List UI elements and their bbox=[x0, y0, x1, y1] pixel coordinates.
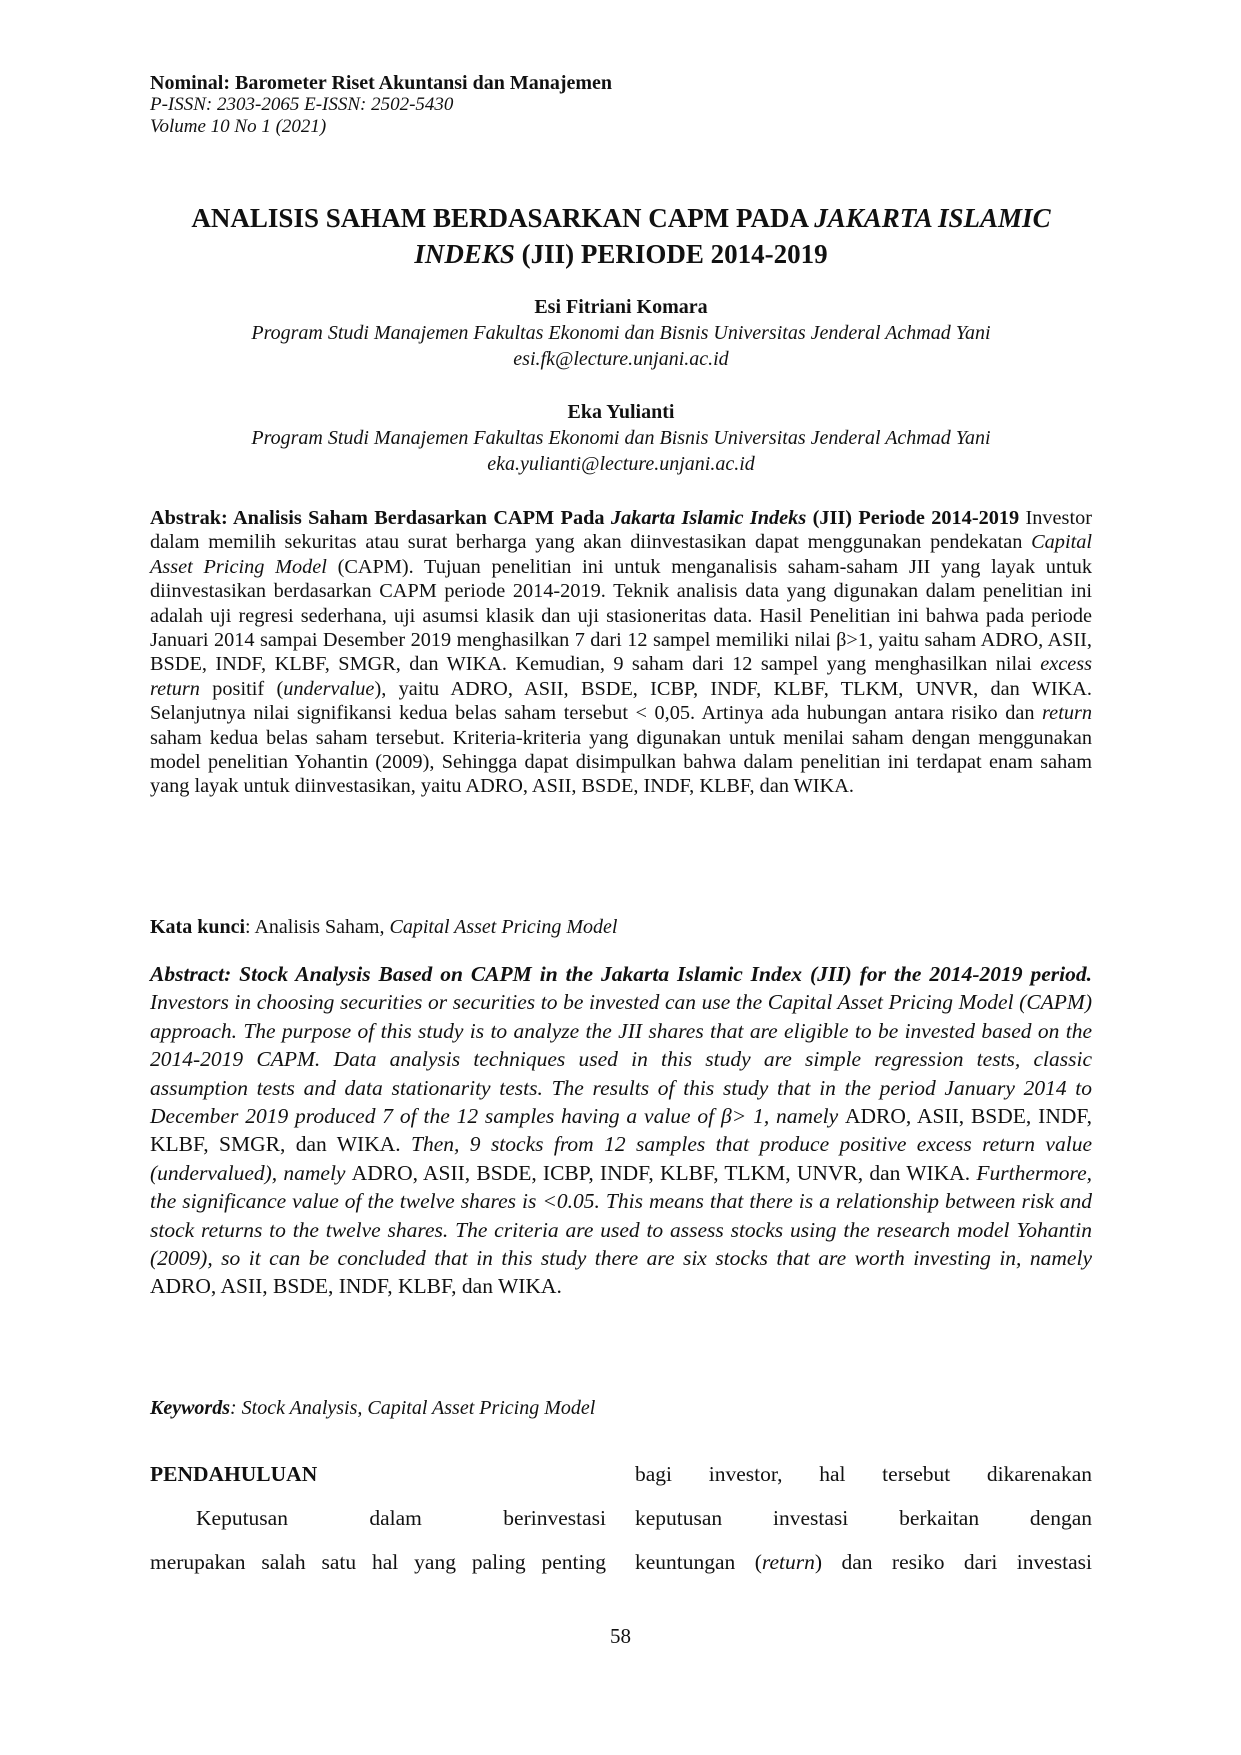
abstract-en-roman: ADRO, ASII, BSDE, ICBP, INDF, KLBF, TLKM, UNVR, dan WIKA. bbox=[351, 1160, 971, 1185]
author-2 bbox=[150, 399, 1092, 477]
author-1 bbox=[150, 294, 1092, 372]
author-affiliation: Program Studi Manajemen Fakultas Ekonomi dan Bisnis Universitas Jenderal Achmad Yani bbox=[251, 322, 991, 344]
abstract-en-heading: Abstract: Stock Analysis Based on CAPM in the Jakarta Islamic Index (JII) for the 2014-2019 period. bbox=[150, 962, 1092, 986]
kata-kunci-label: Kata kunci bbox=[150, 916, 246, 938]
abstrak-text-italic: Capital Asset Pricing Model bbox=[150, 531, 1092, 578]
author-name: Eka Yulianti bbox=[567, 401, 675, 423]
section-heading: PENDAHULUAN bbox=[150, 1462, 318, 1486]
abstrak-heading-2: (JII) Periode 2014-2019 bbox=[806, 507, 1020, 529]
journal-issn: P-ISSN: 2303-2065 E-ISSN: 2502-5430 bbox=[150, 94, 454, 115]
keywords-label: Keywords bbox=[150, 1397, 230, 1419]
title-part3: (JII) PERIODE 2014-2019 bbox=[514, 239, 828, 269]
title-italic-part: JAKARTA ISLAMIC INDEKS bbox=[414, 203, 1051, 269]
author-email[interactable]: esi.fk@lecture.unjani.ac.id bbox=[513, 348, 729, 370]
kata-kunci-text: : Analisis Saham, bbox=[245, 916, 390, 938]
abstrak-text: positif ( bbox=[199, 677, 284, 700]
body-line: merupakan salah satu hal yang paling penting bbox=[150, 1550, 606, 1574]
kata-kunci-italic: Capital Asset Pricing Model bbox=[389, 916, 618, 938]
paper-title bbox=[150, 200, 1092, 272]
abstract-en bbox=[150, 960, 1092, 1301]
abstrak-text-italic: excess return bbox=[150, 653, 1092, 700]
body-text: ) dan resiko dari investasi bbox=[814, 1550, 1092, 1574]
abstract-en-text: Then, 9 stocks from 12 samples that produce positive excess return value (undervalued), namely bbox=[150, 1132, 1092, 1185]
keywords-text: : Stock Analysis, Capital Asset Pricing Model bbox=[230, 1397, 596, 1419]
abstrak-text: (CAPM). Tujuan penelitian ini untuk menganalisis saham-saham JII yang layak untuk diinvestasikan berdasarkan CAPM periode 2014-2019. Teknik analisis data yang digunakan dalam penelitian ini adalah uji regresi sederhana, uji asumsi klasik dan uji stasioneritas data. Hasil Penelitian ini bahwa pada periode Januari 2014 sampai Desember 2019 menghasilkan 7 dari 12 sampel memiliki nilai β>1, yaitu saham ADRO, ASII, BSDE, INDF, KLBF, SMGR, dan WIKA. Kemudian, 9 saham dari 12 sampel yang menghasilkan nilai bbox=[150, 555, 1092, 676]
abstrak-text: ), yaitu ADRO, ASII, BSDE, ICBP, INDF, KLBF, TLKM, UNVR, dan WIKA. Selanjutnya nilai signifikansi kedua belas saham tersebut < 0,05. Artinya ada hubungan antara risiko dan bbox=[150, 677, 1092, 725]
abstrak-text-italic: undervalue bbox=[283, 677, 375, 700]
keywords bbox=[150, 1395, 1092, 1421]
abstract-en-text: Investors in choosing securities or securities to be invested can use the Capital Asset Pricing Model (CAPM) approach. The purpose of this study is to analyze the JII shares that are eligible to be invested based on the 2014-2019 CAPM. Data analysis techniques used in this study are simple regression tests, classic assumption tests and data stationarity tests. The results of this study that in the period January 2014 to December 2019 produced 7 of the 12 samples having a value of β> 1, namely bbox=[150, 990, 1092, 1129]
intro-right-column bbox=[635, 1452, 1092, 1584]
abstrak-id bbox=[150, 506, 1092, 799]
body-line: Keputusan dalam berinvestasi bbox=[196, 1506, 606, 1530]
journal-header bbox=[150, 72, 612, 138]
abstrak-heading-1: Analisis Saham Berdasarkan CAPM Pada bbox=[227, 507, 611, 529]
title-part1: ANALISIS SAHAM BERDASARKAN CAPM PADA bbox=[191, 203, 815, 233]
abstrak-text: Investor dalam memilih sekuritas atau surat berharga yang akan diinvestasikan dapat menggunakan pendekatan bbox=[150, 507, 1092, 554]
intro-left-column bbox=[150, 1452, 606, 1584]
author-affiliation: Program Studi Manajemen Fakultas Ekonomi dan Bisnis Universitas Jenderal Achmad Yani bbox=[251, 427, 991, 449]
abstrak-heading-italic: Jakarta Islamic Indeks bbox=[610, 507, 807, 529]
body-text: keuntungan ( bbox=[635, 1550, 762, 1574]
abstrak-label: Abstrak: bbox=[150, 507, 228, 529]
body-line bbox=[635, 1540, 1092, 1584]
abstrak-text-italic: return bbox=[1042, 702, 1092, 725]
abstract-en-roman: ADRO, ASII, BSDE, INDF, KLBF, SMGR, dan WIKA. bbox=[150, 1104, 1092, 1157]
abstract-en-roman: ADRO, ASII, BSDE, INDF, KLBF, dan WIKA. bbox=[150, 1274, 562, 1299]
kata-kunci bbox=[150, 914, 1092, 940]
journal-name: Nominal: Barometer Riset Akuntansi dan Manajemen bbox=[150, 72, 613, 94]
author-email[interactable]: eka.yulianti@lecture.unjani.ac.id bbox=[487, 453, 755, 475]
body-line: bagi investor, hal tersebut dikarenakan bbox=[635, 1462, 1092, 1486]
abstract-en-text: Furthermore, the significance value of the twelve shares is <0.05. This means that there is a relationship between risk and stock returns to the twelve shares. The criteria are used to assess stocks using the research model Yohantin (2009), so it can be concluded that in this study there are six stocks that are worth investing in, namely bbox=[150, 1160, 1092, 1271]
journal-volume: Volume 10 No 1 (2021) bbox=[150, 116, 327, 137]
author-name: Esi Fitriani Komara bbox=[534, 296, 708, 318]
abstrak-text: saham kedua belas saham tersebut. Kriteria-kriteria yang digunakan untuk menilai saham dengan menggunakan model penelitian Yohantin (2009), Sehingga dapat disimpulkan bahwa dalam penelitian ini terdapat enam saham yang layak untuk diinvestasikan, yaitu ADRO, ASII, BSDE, INDF, KLBF, dan WIKA. bbox=[150, 726, 1092, 798]
body-line: keputusan investasi berkaitan dengan bbox=[635, 1506, 1092, 1530]
body-text-italic: return bbox=[761, 1550, 815, 1574]
page-number: 58 bbox=[610, 1624, 631, 1648]
